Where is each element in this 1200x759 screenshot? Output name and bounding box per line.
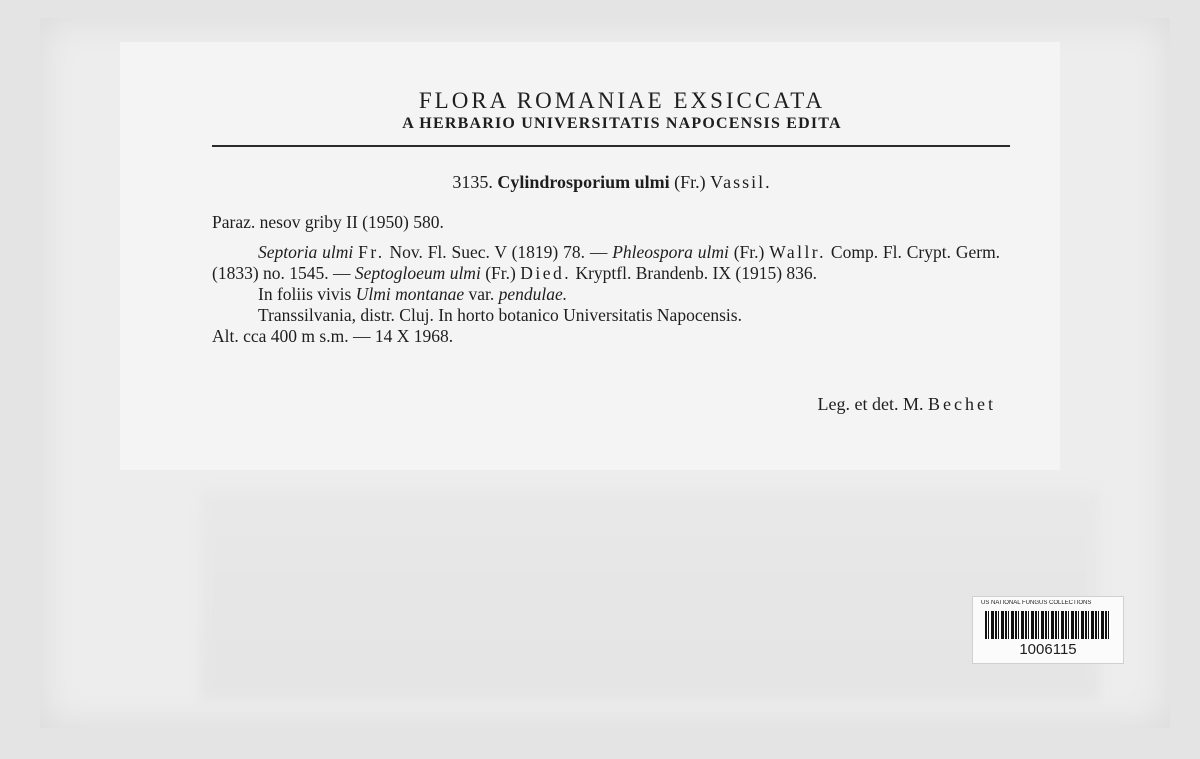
species-number: 3135. [452, 172, 493, 192]
habitat-variety: pendulae. [498, 284, 568, 304]
synonym-1-ref: Nov. Fl. Suec. V (1819) 78. — [389, 242, 608, 262]
header-rule [212, 145, 1010, 147]
synonymy-text [212, 242, 1000, 284]
species-line [212, 172, 1012, 193]
synonym-1-name: Septoria ulmi [258, 242, 354, 262]
synonym-2-paren: (Fr.) [733, 242, 765, 262]
locality-line-2: Alt. cca 400 m s.m. — 14 X 1968. [212, 326, 454, 346]
label-body [212, 212, 1000, 347]
barcode-label [972, 596, 1124, 664]
synonym-3-ref: Kryptfl. Brandenb. IX (1915) 836. [575, 263, 818, 283]
barcode-header: US NATIONAL FUNGUS COLLECTIONS [981, 600, 1092, 606]
species-name: Cylindrosporium ulmi [497, 172, 670, 192]
synonym-1-authority: Fr. [358, 242, 385, 262]
synonym-2-name: Phleospora ulmi [612, 242, 729, 262]
label-title: FLORA ROMANIAE EXSICCATA [418, 88, 826, 113]
habitat-prefix: In foliis vivis [258, 284, 352, 304]
synonym-3-name-b: ulmi [449, 263, 481, 283]
synonym-2-authority: Wallr. [769, 242, 827, 262]
habitat-line [212, 284, 1000, 305]
locality-line-1: Transsilvania, distr. Cluj. In horto botanico Universitatis Napocensis. [258, 305, 742, 325]
collector-prefix: Leg. et det. M. [817, 394, 924, 414]
barcode-number: 1006115 [1019, 641, 1077, 658]
collector-name: Bechet [928, 394, 996, 414]
barcode-bars [985, 611, 1111, 639]
species-authority: Vassil. [710, 172, 772, 192]
species-authority-paren: (Fr.) [674, 172, 706, 192]
collector-line [560, 394, 996, 415]
synonym-3-name-a: Septogloeum [354, 263, 446, 283]
packet-fold-shadow [200, 490, 1100, 700]
label-subtitle: A HERBARIO UNIVERSITATIS NAPOCENSIS EDITA [402, 115, 842, 132]
label-header [212, 88, 1012, 134]
synonym-3-authority: Died. [520, 263, 572, 283]
synonym-2-ref: Comp. Fl. Crypt. Germ. (1833) no. 1545. — [212, 242, 1001, 283]
synonym-3-paren: (Fr.) [485, 263, 516, 283]
habitat-host: Ulmi montanae [355, 284, 465, 304]
habitat-suffix: var. [468, 284, 495, 304]
reference-line: Paraz. nesov griby II (1950) 580. [212, 212, 444, 232]
